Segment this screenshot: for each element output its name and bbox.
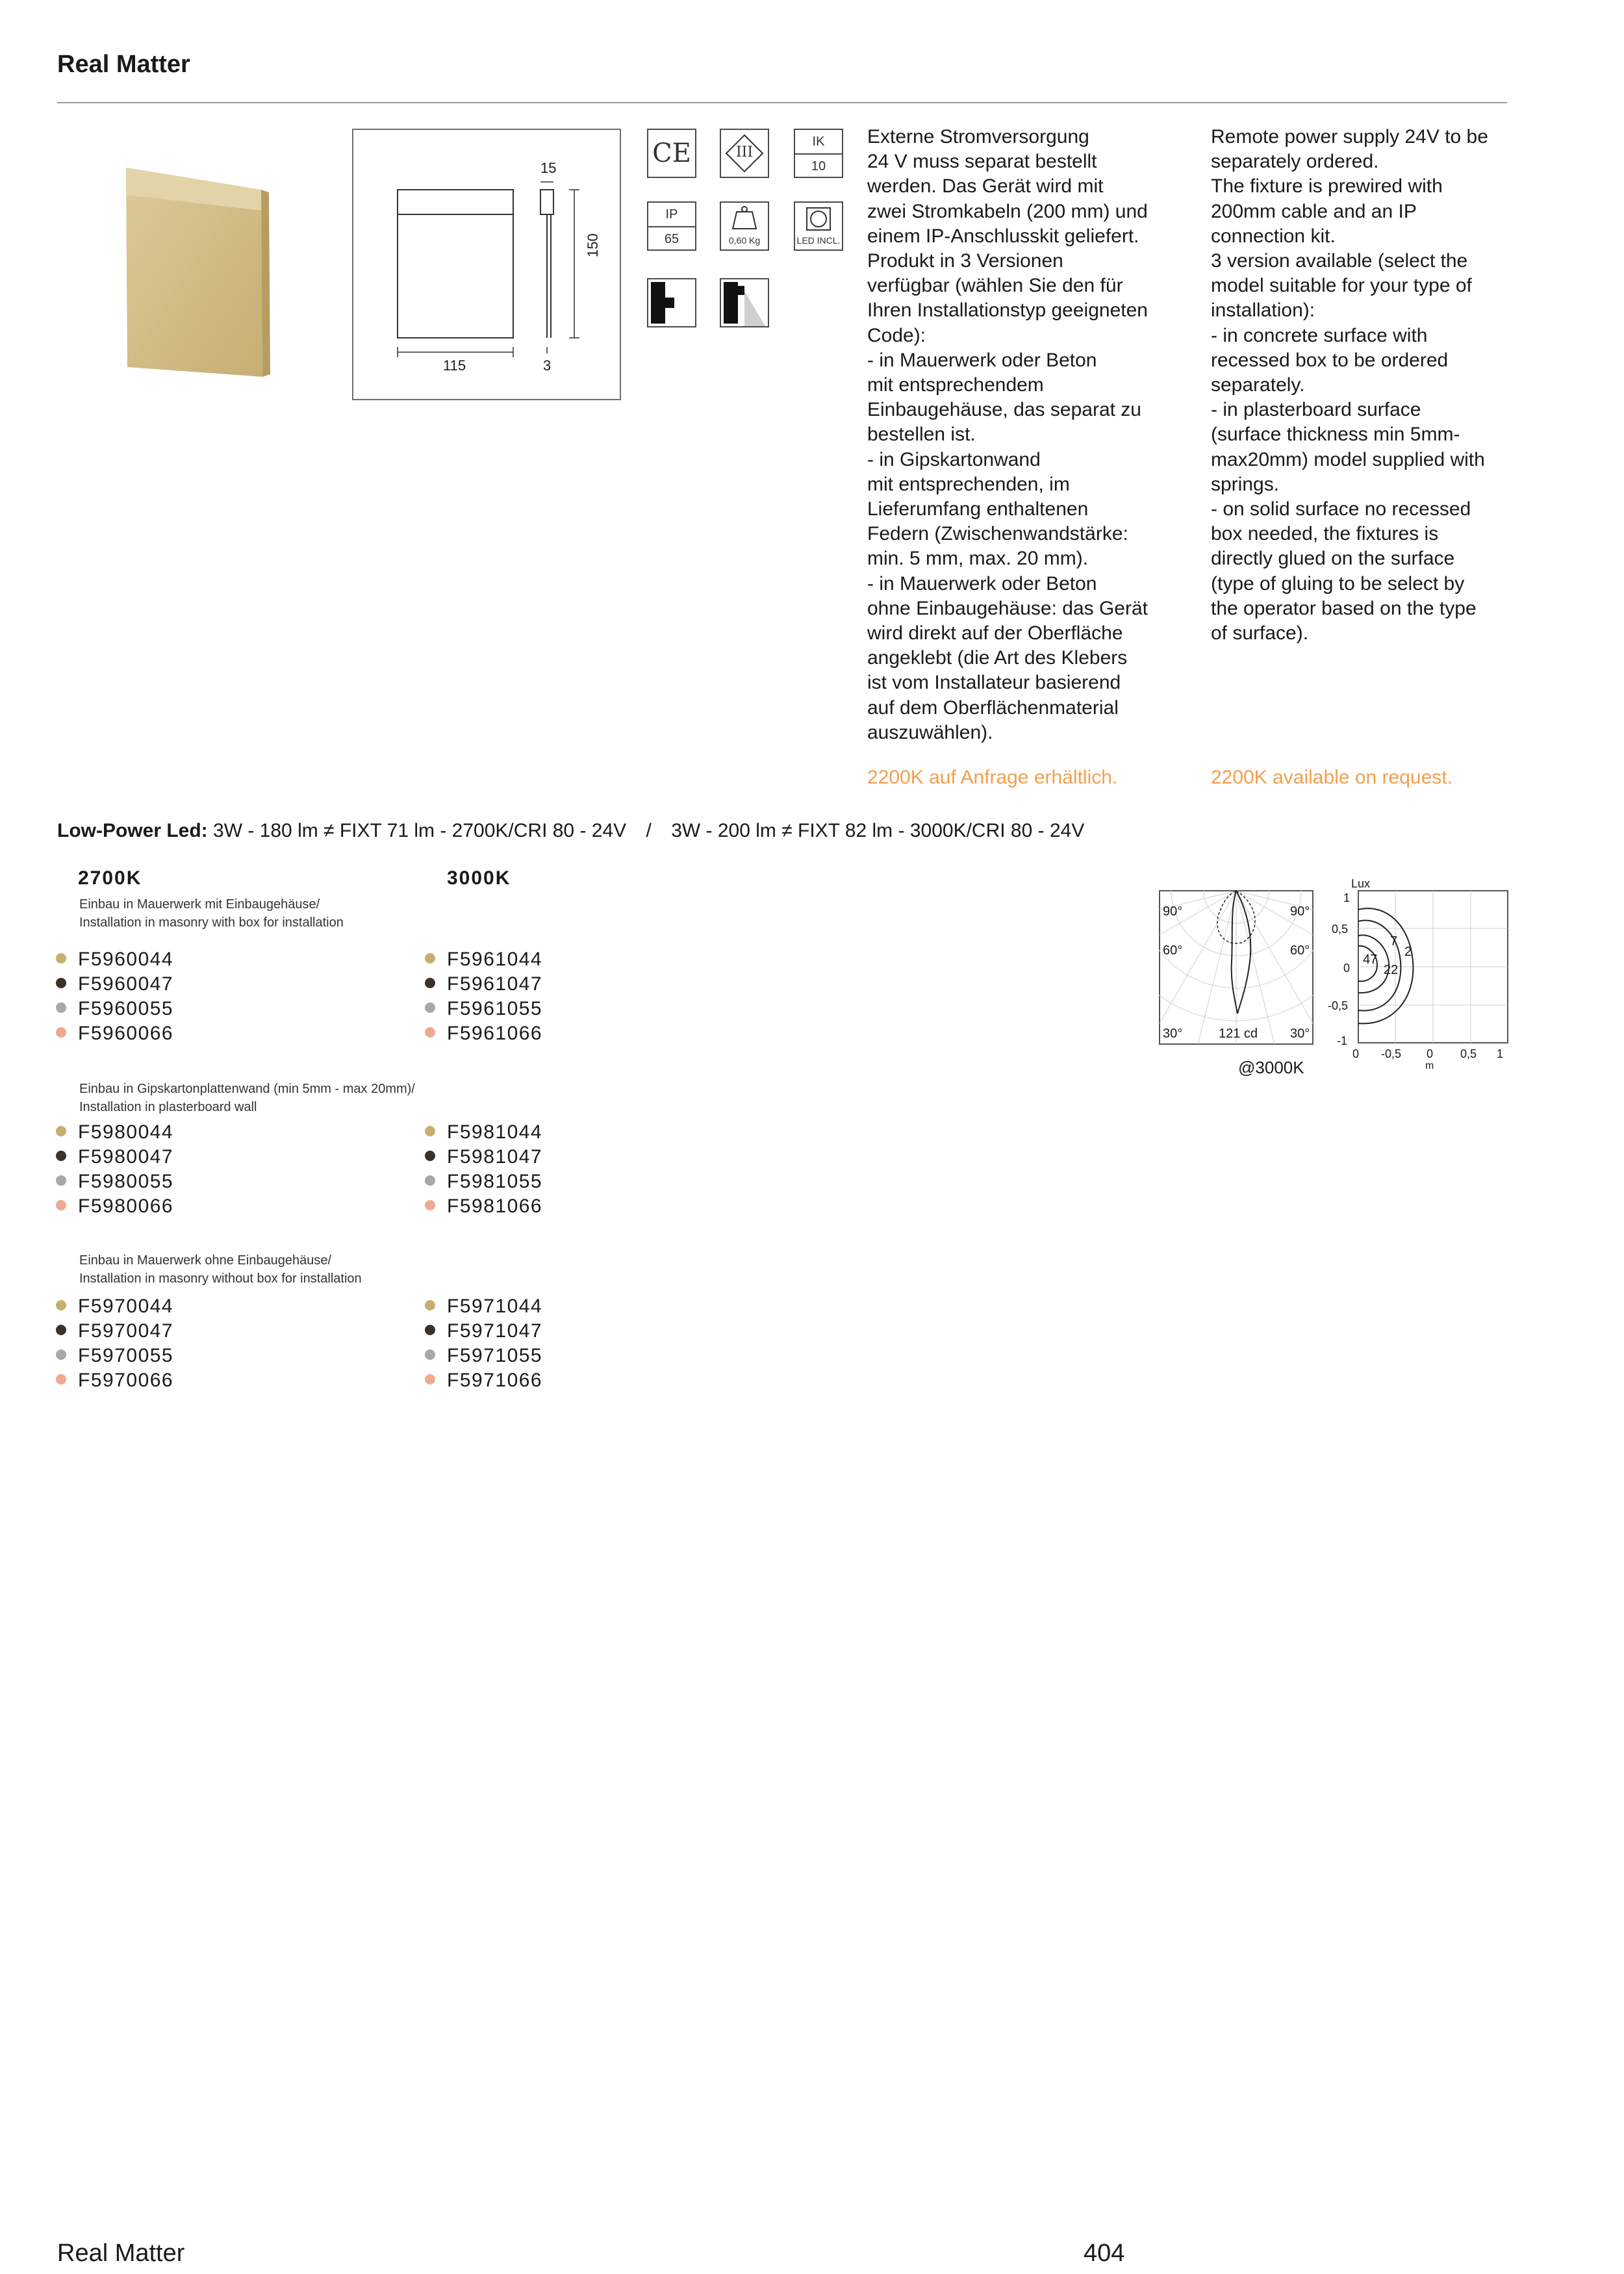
lux-value-47: 47 xyxy=(1363,952,1378,967)
lux-title: Lux xyxy=(1351,877,1371,890)
mounting-flush-icon xyxy=(647,278,696,327)
description-line: connection kit. xyxy=(1211,225,1336,247)
list-item: F5970044 xyxy=(56,1294,173,1319)
black-finish-dot xyxy=(425,978,435,988)
spec-3000k: 3W - 200 lm ≠ FIXT 82 lm - 3000K/CRI 80 - 24V xyxy=(671,820,1085,841)
lux-value-7: 7 xyxy=(1390,934,1398,949)
description-line: wird direkt auf der Oberfläche xyxy=(867,622,1123,645)
description-line: ist vom Installateur basierend xyxy=(867,672,1121,694)
pink-finish-dot xyxy=(425,1200,435,1210)
lux-value-2: 2 xyxy=(1404,945,1412,959)
list-item: F5961044 xyxy=(425,947,542,972)
description-line: 200mm cable and an IP xyxy=(1211,200,1417,222)
description-line: springs. xyxy=(1211,473,1280,495)
description-line: 24 V muss separat bestellt xyxy=(867,151,1097,173)
description-line: max20mm) model supplied with xyxy=(1211,448,1485,470)
description-line: verfügbar (wählen Sie den für xyxy=(867,275,1123,297)
list-item: F5960047 xyxy=(56,972,173,997)
description-line: - in Mauerwerk oder Beton xyxy=(867,349,1097,371)
description-line: - in Gipskartonwand xyxy=(867,448,1041,470)
gold-finish-dot xyxy=(425,1300,435,1310)
pink-finish-dot xyxy=(56,1374,66,1385)
description-line: mit entsprechenden, im xyxy=(867,473,1070,495)
description-line: of surface). xyxy=(1211,622,1309,645)
header-divider xyxy=(57,102,1507,103)
list-item: F5970055 xyxy=(56,1344,173,1368)
list-item: F5981055 xyxy=(425,1169,542,1194)
lux-y-0: 0 xyxy=(1343,962,1351,975)
list-item: F5980055 xyxy=(56,1169,173,1194)
codes-2700k-plasterboard xyxy=(56,1120,173,1219)
polar-caption: @3000K xyxy=(1238,1058,1304,1077)
column-3000k-header: 3000K xyxy=(447,867,511,889)
lux-x-1: 1 xyxy=(1497,1047,1504,1060)
grey-finish-dot xyxy=(56,1175,66,1186)
list-item: F5971047 xyxy=(425,1319,542,1344)
lux-x-0b: 0 xyxy=(1427,1047,1434,1060)
grey-finish-dot xyxy=(425,1175,435,1186)
black-finish-dot xyxy=(56,1151,66,1161)
description-line: model suitable for your type of xyxy=(1211,275,1472,297)
polar-label-60-left: 60° xyxy=(1163,943,1183,958)
list-item: F5970047 xyxy=(56,1319,173,1344)
polar-label-60-right: 60° xyxy=(1290,943,1310,958)
list-item: F5961047 xyxy=(425,972,542,997)
list-item: F5981044 xyxy=(425,1120,542,1145)
lux-y-m1: -1 xyxy=(1337,1034,1348,1047)
group-label-masonry-box: Einbau in Mauerwerk mit Einbaugehäuse/ Installation in masonry with box for installation xyxy=(79,897,344,930)
low-power-label: Low-Power Led: xyxy=(57,820,208,841)
description-line: Remote power supply 24V to be xyxy=(1211,126,1488,147)
description-de xyxy=(867,125,1179,745)
lux-y-05: 0,5 xyxy=(1332,923,1349,936)
page-title: Real Matter xyxy=(57,51,190,78)
grey-finish-dot xyxy=(56,1349,66,1360)
description-line: installation): xyxy=(1211,300,1315,322)
ik-rating-icon: IK 10 xyxy=(794,129,843,178)
description-line: auszuwählen). xyxy=(867,721,993,743)
list-item: F5960055 xyxy=(56,997,173,1021)
dim-width-label: 115 xyxy=(443,357,466,374)
list-item: F5971044 xyxy=(425,1294,542,1319)
description-line: einem IP-Anschlusskit geliefert. xyxy=(867,225,1139,247)
description-line: auf dem Oberflächenmaterial xyxy=(867,696,1119,719)
grey-finish-dot xyxy=(425,1003,435,1013)
list-item: F5981066 xyxy=(425,1194,542,1219)
description-line: Code): xyxy=(867,324,926,346)
note-2200k-de: 2200K auf Anfrage erhältlich. xyxy=(867,767,1118,788)
description-en xyxy=(1211,125,1510,646)
ip-rating-icon: IP 65 xyxy=(647,201,696,251)
pink-finish-dot xyxy=(425,1027,435,1038)
description-line: the operator based on the type xyxy=(1211,597,1477,619)
pink-finish-dot xyxy=(425,1374,435,1385)
codes-2700k-masonry-no-box xyxy=(56,1294,173,1393)
gold-finish-dot xyxy=(425,1126,435,1136)
description-line: 3 version available (select the xyxy=(1211,250,1468,272)
spec-separator: / xyxy=(646,820,652,841)
description-line: Produkt in 3 Versionen xyxy=(867,250,1063,272)
lux-x-05: 0,5 xyxy=(1460,1047,1477,1060)
description-line: ohne Einbaugehäuse: das Gerät xyxy=(867,597,1148,619)
description-line: directly glued on the surface xyxy=(1211,548,1455,570)
description-line: bestellen ist. xyxy=(867,424,976,446)
lux-x-m05: -0,5 xyxy=(1381,1047,1402,1060)
lux-x-0: 0 xyxy=(1352,1047,1360,1060)
description-line: zwei Stromkabeln (200 mm) und xyxy=(867,200,1148,222)
description-line: - in concrete surface with xyxy=(1211,324,1428,346)
list-item: F5980047 xyxy=(56,1145,173,1169)
lux-y-m05: -0,5 xyxy=(1328,999,1349,1012)
black-finish-dot xyxy=(425,1325,435,1335)
group-label-plasterboard: Einbau in Gipskartonplattenwand (min 5mm - max 20mm)/ Installation in plasterboard wall xyxy=(79,1082,415,1114)
description-line: Ihren Installationstyp geeigneten xyxy=(867,300,1148,322)
weight-icon: 0,60 Kg xyxy=(720,201,769,251)
description-line: - in plasterboard surface xyxy=(1211,399,1421,421)
lux-y-1: 1 xyxy=(1343,891,1351,904)
list-item: F5970066 xyxy=(56,1368,173,1393)
description-line: Federn (Zwischenwandstärke: xyxy=(867,523,1128,545)
dim-depth-label: 3 xyxy=(543,357,552,374)
description-line: box needed, the fixtures is xyxy=(1211,523,1439,545)
codes-3000k-plasterboard xyxy=(425,1120,542,1219)
black-finish-dot xyxy=(425,1151,435,1161)
polar-label-90-right: 90° xyxy=(1290,904,1310,919)
page-number: 404 xyxy=(1084,2240,1125,2267)
description-line: - on solid surface no recessed xyxy=(1211,498,1471,520)
list-item: F5980044 xyxy=(56,1120,173,1145)
gold-finish-dot xyxy=(425,953,435,964)
description-line: recessed box to be ordered xyxy=(1211,349,1449,371)
description-line: Externe Stromversorgung xyxy=(867,126,1089,147)
low-power-led-spec xyxy=(57,820,1084,842)
description-line: min. 5 mm, max. 20 mm). xyxy=(867,548,1089,570)
lux-value-22: 22 xyxy=(1384,963,1399,977)
polar-label-30-left: 30° xyxy=(1163,1027,1183,1041)
light-emission-icon xyxy=(720,278,769,327)
list-item: F5981047 xyxy=(425,1145,542,1169)
dim-height-label: 150 xyxy=(585,233,601,257)
grey-finish-dot xyxy=(425,1349,435,1360)
black-finish-dot xyxy=(56,978,66,988)
description-line: angeklebt (die Art des Klebers xyxy=(867,647,1128,669)
description-line: mit entsprechendem xyxy=(867,374,1044,396)
description-line: (type of gluing to be select by xyxy=(1211,572,1465,594)
list-item: F5980066 xyxy=(56,1194,173,1219)
note-2200k-en: 2200K available on request. xyxy=(1211,767,1453,788)
ce-mark-icon: CE xyxy=(647,129,696,178)
description-line: Lieferumfang enthaltenen xyxy=(867,498,1089,520)
list-item: F5971066 xyxy=(425,1368,542,1393)
codes-3000k-masonry-box xyxy=(425,947,542,1046)
polar-peak-label: 121 cd xyxy=(1219,1027,1258,1041)
codes-2700k-masonry-box xyxy=(56,947,173,1046)
list-item: F5960066 xyxy=(56,1021,173,1046)
list-item: F5971055 xyxy=(425,1344,542,1368)
gold-finish-dot xyxy=(56,1300,66,1310)
list-item: F5961066 xyxy=(425,1021,542,1046)
polar-label-90-left: 90° xyxy=(1163,904,1183,919)
description-line: werden. Das Gerät wird mit xyxy=(867,175,1104,198)
class-iii-icon: III xyxy=(720,129,769,178)
grey-finish-dot xyxy=(56,1003,66,1013)
spec-2700k: 3W - 180 lm ≠ FIXT 71 lm - 2700K/CRI 80 - 24V xyxy=(213,820,627,841)
dim-top-label: 15 xyxy=(540,160,557,176)
description-line: separately ordered. xyxy=(1211,151,1379,173)
black-finish-dot xyxy=(56,1325,66,1335)
drawing-svg xyxy=(353,130,620,399)
lux-unit: m xyxy=(1425,1060,1434,1071)
description-line: Einbaugehäuse, das separat zu xyxy=(867,399,1141,421)
list-item: F5961055 xyxy=(425,997,542,1021)
description-line: - in Mauerwerk oder Beton xyxy=(867,572,1097,594)
technical-drawing xyxy=(352,129,621,400)
gold-finish-dot xyxy=(56,953,66,964)
polar-label-30-right: 30° xyxy=(1290,1027,1310,1041)
footer-title: Real Matter xyxy=(57,2240,185,2267)
gold-finish-dot xyxy=(56,1126,66,1136)
description-line: (surface thickness min 5mm- xyxy=(1211,424,1460,446)
lux-diagram xyxy=(1358,890,1508,1043)
list-item: F5960044 xyxy=(56,947,173,972)
codes-3000k-masonry-no-box xyxy=(425,1294,542,1393)
pink-finish-dot xyxy=(56,1027,66,1038)
led-included-icon: LED INCL. xyxy=(794,201,843,251)
column-2700k-header: 2700K xyxy=(78,867,142,889)
product-image xyxy=(116,162,278,380)
pink-finish-dot xyxy=(56,1200,66,1210)
group-label-masonry-no-box: Einbau in Mauerwerk ohne Einbaugehäuse/ Installation in masonry without box for installation xyxy=(79,1253,362,1286)
description-line: The fixture is prewired with xyxy=(1211,175,1443,198)
description-line: separately. xyxy=(1211,374,1305,396)
